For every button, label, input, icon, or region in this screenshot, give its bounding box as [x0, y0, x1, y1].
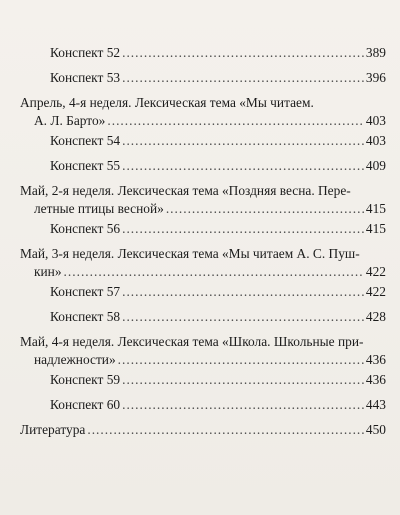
toc-entry-title: Конспект 57 [50, 284, 121, 299]
toc-entry-konspekt-59 [50, 371, 386, 389]
toc-entry-literature [20, 421, 386, 439]
leader-dots [122, 396, 364, 414]
toc-entry-konspekt-57 [50, 283, 386, 301]
toc-entry-konspekt-55 [50, 157, 386, 175]
toc-entry-page: 443 [365, 397, 386, 412]
toc-section-line2: надлежности» [34, 352, 116, 367]
toc-entry-page: 415 [365, 201, 386, 216]
leader-dots [166, 200, 364, 218]
toc-section-may-week-3 [20, 245, 386, 281]
toc-entry-page: 403 [365, 113, 386, 128]
toc-entry-page: 422 [365, 264, 386, 279]
leader-dots [122, 157, 364, 175]
toc-entry-page: 450 [365, 422, 386, 437]
toc-entry-title: Конспект 55 [50, 158, 121, 173]
leader-dots [122, 283, 364, 301]
toc-entry-konspekt-60 [50, 396, 386, 414]
leader-dots [87, 421, 364, 439]
toc-section-may-week-4 [20, 333, 386, 369]
toc-entry-konspekt-56 [50, 220, 386, 238]
leader-dots [122, 308, 364, 326]
leader-dots [107, 112, 364, 130]
leader-dots [122, 44, 364, 62]
leader-dots [122, 69, 364, 87]
toc-entry-konspekt-54 [50, 132, 386, 150]
toc-entry-konspekt-58 [50, 308, 386, 326]
bleed-through-text [0, 455, 400, 515]
toc-entry-page: 428 [365, 309, 386, 324]
toc-section-line1: Апрель, 4-я неделя. Лексическая тема «Мы читаем. [20, 95, 314, 110]
toc-section-line2: кин» [34, 264, 62, 279]
toc-entry-title: Литература [20, 422, 86, 437]
toc-entry-title: Конспект 54 [50, 133, 121, 148]
toc-entry-konspekt-52 [50, 44, 386, 62]
toc-entry-title: Конспект 60 [50, 397, 121, 412]
leader-dots [122, 371, 364, 389]
leader-dots [64, 263, 364, 281]
toc-section-line1: Май, 2-я неделя. Лексическая тема «Поздняя весна. Пере- [20, 183, 351, 198]
leader-dots [122, 132, 364, 150]
toc-entry-page: 436 [365, 352, 386, 367]
toc-entry-konspekt-53 [50, 69, 386, 87]
toc-entry-page: 389 [365, 45, 386, 60]
toc-section-line1: Май, 4-я неделя. Лексическая тема «Школа. Школьные при- [20, 334, 364, 349]
toc-entry-title: Конспект 53 [50, 70, 121, 85]
toc-section-may-week-2 [20, 182, 386, 218]
toc-entry-page: 415 [365, 221, 386, 236]
toc-entry-page: 403 [365, 133, 386, 148]
toc-section-line2: А. Л. Барто» [34, 113, 106, 128]
toc-entry-title: Конспект 58 [50, 309, 121, 324]
toc-entry-title: Конспект 52 [50, 45, 121, 60]
toc-section-line1: Май, 3-я неделя. Лексическая тема «Мы читаем А. С. Пуш- [20, 246, 360, 261]
toc-section-april-week-4 [20, 94, 386, 130]
toc-entry-page: 409 [365, 158, 386, 173]
leader-dots [122, 220, 364, 238]
toc-entry-page: 396 [365, 70, 386, 85]
toc-entry-page: 436 [365, 372, 386, 387]
toc-entry-page: 422 [365, 284, 386, 299]
toc-entry-title: Конспект 56 [50, 221, 121, 236]
toc-section-line2: летные птицы весной» [34, 201, 164, 216]
toc-entry-title: Конспект 59 [50, 372, 121, 387]
leader-dots [118, 351, 364, 369]
